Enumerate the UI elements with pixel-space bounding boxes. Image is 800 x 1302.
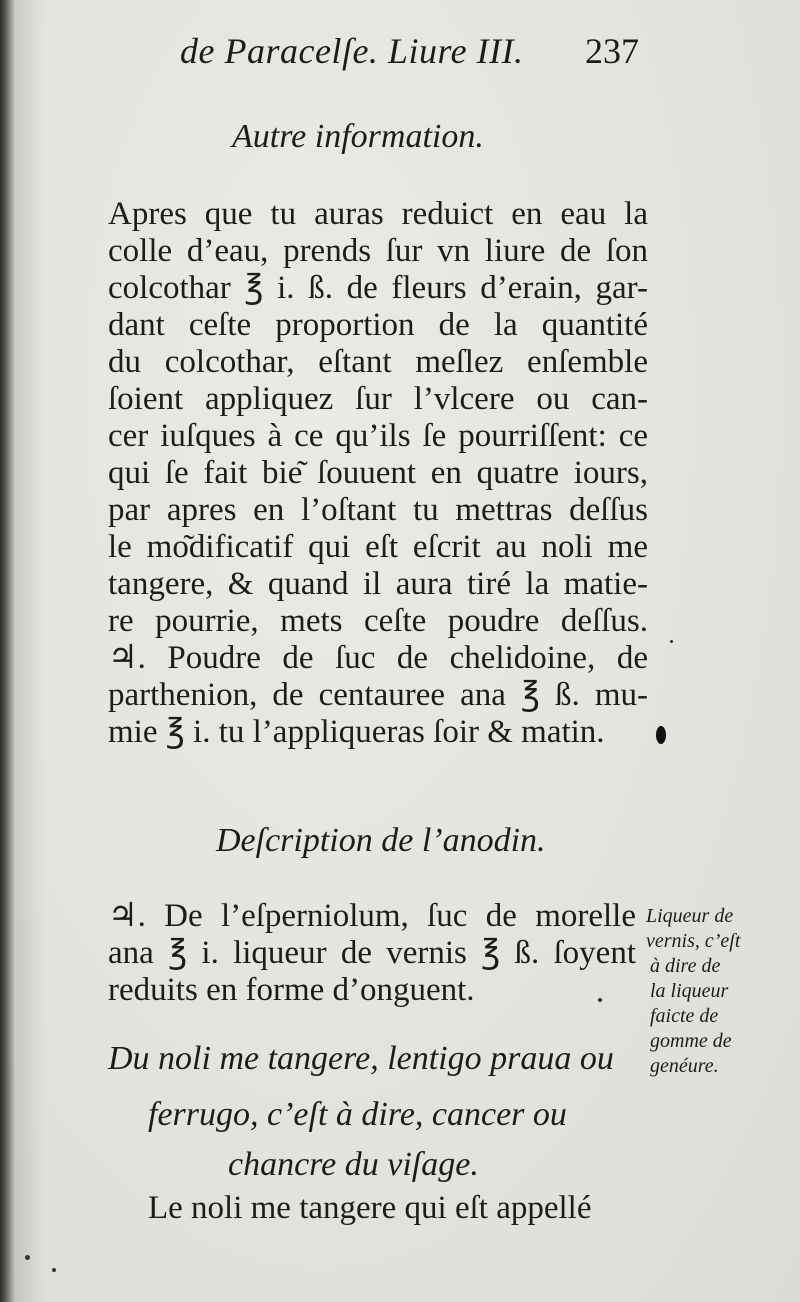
margin-note [646,904,796,1079]
section-heading-description-anodin: Deſcription de l’anodin. [216,822,546,859]
margin-note-line: faicte de [650,1005,719,1027]
text-line: cer iuſques à ce qu’ils ſe pourriſſent: ce [108,418,648,454]
recipe-line: ♃. Poudre de ſuc de chelidoine, de [108,640,648,676]
text-line: dant ceſte proportion de la quantité [108,307,648,343]
margin-note-line: gomme de [650,1030,732,1052]
paragraph-autre-information [108,196,648,751]
margin-note-line: la liqueur [650,980,729,1002]
running-head: de Paracelſe. Liure III. [180,31,524,71]
text-line: du colcothar, eſtant meſlez enſemble [108,344,648,380]
chapter-title-line: chancre du viſage. [228,1146,479,1183]
text-line: le mo͂dificatif qui eſt eſcrit au noli me [108,529,648,565]
text-line: parthenion, de centauree ana ℥ ß. mu- [108,677,648,713]
book-gutter [0,0,14,1302]
ink-speck [25,1255,30,1260]
margin-note-line: genéure. [650,1055,719,1077]
margin-note-line: vernis, c’eſt [646,930,741,952]
ink-speck [670,640,673,643]
page-number: 237 [585,31,639,71]
text-line: qui ſe fait bie͂ ſouuent en quatre iours, [108,455,648,491]
text-line: par apres en l’oſtant tu mettras deſſus [108,492,648,528]
section-heading-autre-information: Autre information. [232,118,484,155]
text-line: colcothar ℥ i. ß. de fleurs d’erain, gar- [108,270,648,306]
margin-note-line: à dire de [650,955,721,977]
closing-text-line: Le noli me tangere qui eſt appellé [148,1190,592,1226]
text-line: colle d’eau, prends ſur vn liure de ſon [108,233,648,269]
gutter-shadow [14,0,44,1302]
ink-speck [52,1268,56,1272]
ink-blot [656,726,666,744]
text-line: reduits en forme d’onguent. [108,972,475,1008]
paragraph-anodin [108,898,636,1009]
recipe-line: ♃. De l’eſperniolum, ſuc de morelle [108,898,636,934]
text-line: tangere, & quand il aura tiré la matie- [108,566,648,602]
text-line: re pourrie, mets ceſte poudre deſſus. [108,603,648,639]
chapter-title-line: Du noli me tangere, lentigo praua ou [108,1040,614,1077]
chapter-title-line: ferrugo, c’eſt à dire, cancer ou [148,1096,567,1133]
text-line: mie ℥ i. tu l’appliqueras ſoir & matin. [108,714,605,750]
ink-speck [598,998,602,1002]
text-line: ana ℥ i. liqueur de vernis ℥ ß. ſoyent [108,935,636,971]
text-line: ſoient appliquez ſur l’vlcere ou can- [108,381,648,417]
margin-note-line: Liqueur de [646,905,734,927]
text-line: Apres que tu auras reduict en eau la [108,196,648,232]
